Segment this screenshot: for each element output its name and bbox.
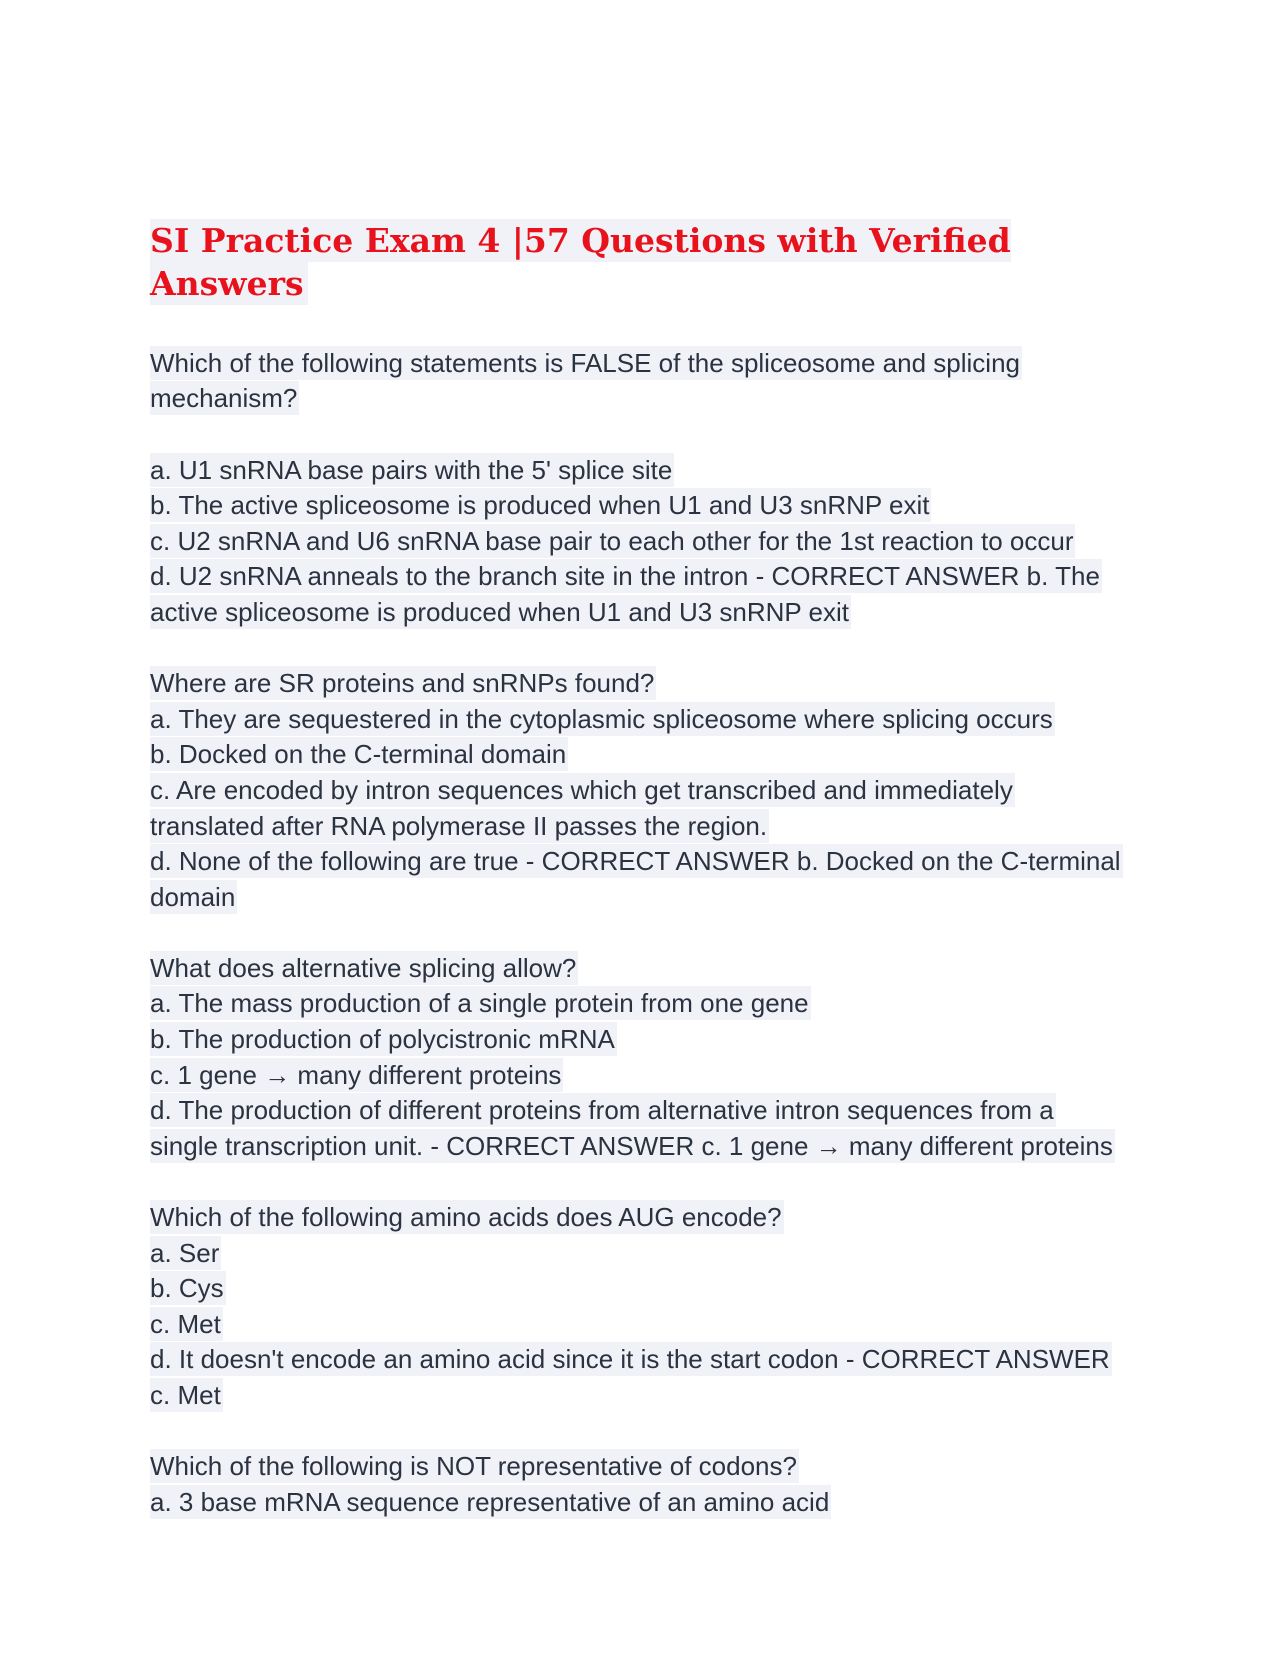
blank-line: [150, 417, 1150, 453]
document-page: [150, 220, 1150, 1556]
question-prompt-line: Which of the following is NOT representative of codons?: [150, 1451, 797, 1482]
option-line: domain: [150, 881, 236, 912]
option-line: d. None of the following are true - CORRECT ANSWER b. Docked on the C-terminal: [150, 846, 1121, 877]
question-prompt-line: What does alternative splicing allow?: [150, 952, 577, 983]
option-line: active spliceosome is produced when U1 and U3 snRNP exit: [150, 596, 849, 627]
option-line: c. Met: [150, 1380, 221, 1410]
question-prompt-line: Which of the following statements is FALSE of the spliceosome and splicing: [150, 347, 1020, 378]
option-line: b. The production of polycistronic mRNA: [150, 1024, 615, 1055]
option-line: d. The production of different proteins from alternative intron sequences from a: [150, 1095, 1054, 1126]
option-line: c. U2 snRNA and U6 snRNA base pair to each other for the 1st reaction to occur: [150, 525, 1074, 556]
option-line: c. Are encoded by intron sequences which get transcribed and immediately: [150, 774, 1013, 805]
option-line: b. The active spliceosome is produced when U1 and U3 snRNP exit: [150, 490, 930, 521]
option-line: a. U1 snRNA base pairs with the 5' splice site: [150, 454, 673, 485]
option-line: d. U2 snRNA anneals to the branch site in the intron - CORRECT ANSWER b. The: [150, 561, 1100, 592]
option-line: a. The mass production of a single protein from one gene: [150, 988, 809, 1019]
option-line: b. Docked on the C-terminal domain: [150, 739, 567, 770]
question-prompt-line: Where are SR proteins and snRNPs found?: [150, 668, 655, 699]
option-line: a. 3 base mRNA sequence representative of an amino acid: [150, 1486, 830, 1517]
option-line: c. 1 gene → many different proteins: [150, 1059, 562, 1090]
question-4: [150, 1200, 1150, 1414]
question-prompt-line: mechanism?: [150, 383, 298, 414]
option-line: a. They are sequestered in the cytoplasmic spliceosome where splicing occurs: [150, 703, 1053, 734]
question-5: [150, 1449, 1150, 1520]
option-line: a. Ser: [150, 1237, 220, 1268]
question-3: [150, 951, 1150, 1165]
document-title: SI Practice Exam 4 |57 Questions with Verified Answers: [150, 221, 1011, 303]
option-line: c. Met: [150, 1308, 221, 1339]
question-2: [150, 666, 1150, 915]
option-line: single transcription unit. - CORRECT ANSWER c. 1 gene → many different proteins: [150, 1130, 1113, 1161]
question-1: [150, 346, 1150, 631]
option-line: translated after RNA polymerase II passes the region.: [150, 810, 768, 841]
option-line: d. It doesn't encode an amino acid since it is the start codon - CORRECT ANSWER: [150, 1344, 1110, 1375]
question-prompt-line: Which of the following amino acids does AUG encode?: [150, 1202, 782, 1233]
option-line: b. Cys: [150, 1273, 224, 1304]
